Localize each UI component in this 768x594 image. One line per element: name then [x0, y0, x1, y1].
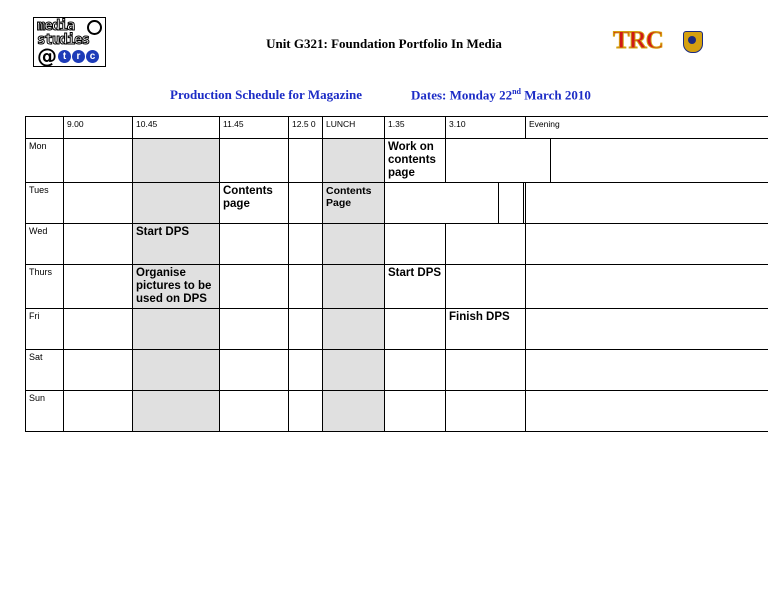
table-cell	[133, 391, 220, 432]
table-cell	[446, 391, 526, 432]
logo-circle-icon	[87, 20, 102, 35]
table-cell	[526, 309, 768, 350]
table-cell	[385, 309, 446, 350]
schedule-title: Production Schedule for Magazine	[170, 87, 362, 102]
logo-dot-r: r	[72, 50, 85, 63]
table-cell	[323, 350, 385, 391]
table-cell	[220, 309, 289, 350]
table-cell	[323, 265, 385, 309]
table-cell	[323, 224, 385, 265]
table-row-wed	[26, 224, 768, 265]
day-label: Tues	[26, 183, 64, 224]
header-cell-1145: 11.45	[220, 117, 289, 139]
table-cell	[526, 224, 768, 265]
table-row-sun	[26, 391, 768, 432]
table-cell	[220, 265, 289, 309]
trc-logo	[613, 28, 705, 54]
header-cell-evening: Evening	[526, 117, 768, 139]
task-cell: Start DPS	[385, 265, 446, 309]
task-cell: Work on contents page	[385, 139, 446, 183]
table-cell	[289, 224, 323, 265]
day-label: Fri	[26, 309, 64, 350]
table-cell	[526, 350, 768, 391]
day-label: Sat	[26, 350, 64, 391]
table-row-mon	[26, 139, 768, 183]
production-schedule-table	[25, 116, 768, 432]
table-cell	[289, 309, 323, 350]
table-cell	[446, 350, 526, 391]
day-label: Mon	[26, 139, 64, 183]
table-cell	[385, 224, 446, 265]
table-cell	[323, 391, 385, 432]
table-cell	[64, 183, 133, 224]
table-cell	[289, 139, 323, 183]
table-cell	[289, 265, 323, 309]
table-cell	[220, 139, 289, 183]
table-cell	[323, 309, 385, 350]
table-cell	[133, 309, 220, 350]
header-cell-lunch: LUNCH	[323, 117, 385, 139]
header-cell-900: 9.00	[64, 117, 133, 139]
dates-prefix: Dates: Monday 22	[411, 87, 513, 103]
table-cell	[64, 309, 133, 350]
table-cell	[64, 224, 133, 265]
table-row-tues	[26, 183, 768, 224]
table-row-fri	[26, 309, 768, 350]
table-row-thurs	[26, 265, 768, 309]
page-title: Unit G321: Foundation Portfolio In Media	[266, 36, 502, 51]
table-row-sat	[26, 350, 768, 391]
day-label: Thurs	[26, 265, 64, 309]
table-cell	[446, 265, 526, 309]
table-cell	[133, 183, 220, 224]
logo-trc-dots	[58, 50, 100, 68]
crest-icon	[683, 31, 703, 53]
task-cell: Start DPS	[133, 224, 220, 265]
table-cell	[526, 183, 768, 224]
table-cell	[446, 139, 768, 183]
table-cell	[64, 265, 133, 309]
table-cell	[220, 224, 289, 265]
table-header-row	[26, 117, 768, 139]
table-cell	[220, 391, 289, 432]
dates-month-year: March 2010	[521, 87, 591, 103]
header-cell-day	[26, 117, 64, 139]
logo-text-media: media	[37, 18, 75, 34]
table-cell	[64, 350, 133, 391]
table-cell	[289, 391, 323, 432]
day-label: Sun	[26, 391, 64, 432]
header-cell-1250: 12.5 0	[289, 117, 323, 139]
table-cell	[385, 391, 446, 432]
table-cell	[64, 391, 133, 432]
trc-logo-text: TRC	[613, 27, 663, 54]
cell-divider	[498, 183, 499, 223]
task-cell: Finish DPS	[446, 309, 526, 350]
table-cell	[385, 183, 526, 224]
header-cell-1045: 10.45	[133, 117, 220, 139]
logo-dot-c: c	[86, 50, 99, 63]
cell-divider	[550, 139, 551, 182]
table-cell	[133, 350, 220, 391]
logo-text-studies: studies	[37, 32, 90, 48]
table-cell	[220, 350, 289, 391]
header-cell-310: 3.10	[446, 117, 526, 139]
table-cell	[64, 139, 133, 183]
task-cell: Contents page	[220, 183, 289, 224]
table-cell	[289, 183, 323, 224]
table-cell	[526, 265, 768, 309]
table-cell	[446, 224, 526, 265]
logo-dot-t: t	[58, 50, 71, 63]
logo-at-sign: @	[37, 44, 57, 68]
header-cell-135: 1.35	[385, 117, 446, 139]
schedule-dates	[411, 87, 591, 103]
table-cell	[385, 350, 446, 391]
table-cell	[289, 350, 323, 391]
table-cell	[133, 139, 220, 183]
task-cell: Contents Page	[323, 183, 385, 224]
table-cell	[323, 139, 385, 183]
table-cell	[526, 391, 768, 432]
cell-divider	[523, 183, 524, 223]
day-label: Wed	[26, 224, 64, 265]
task-cell: Organise pictures to be used on DPS	[133, 265, 220, 309]
dates-suffix-sup: nd	[512, 87, 522, 96]
